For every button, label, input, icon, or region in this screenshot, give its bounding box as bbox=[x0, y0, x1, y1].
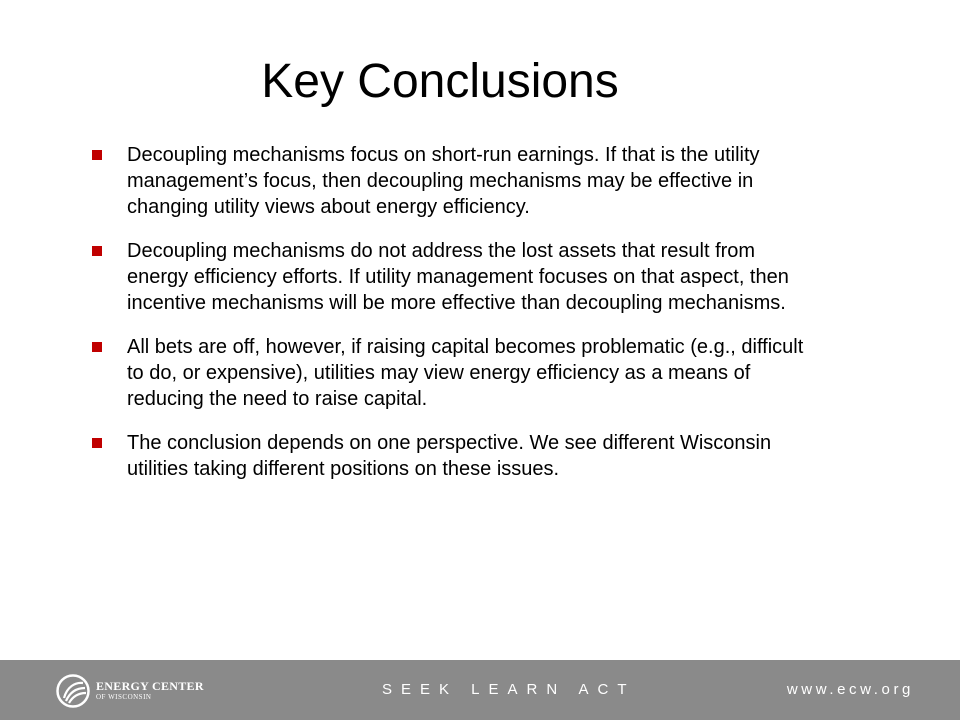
square-bullet-icon bbox=[92, 150, 102, 160]
bullet-text: All bets are off, however, if raising capital becomes problematic (e.g., difficult to do, or expensive), utilities may view energy efficiency as a means of reducing the need to raise capital. bbox=[127, 336, 804, 410]
bullet-text: Decoupling mechanisms do not address the lost assets that result from energy efficiency efforts. If utility management focuses on that aspect, then incentive mechanisms will be more effective than decoupling mechanisms. bbox=[127, 240, 789, 314]
bullet-item bbox=[90, 142, 810, 220]
bullet-item bbox=[90, 430, 810, 482]
bullet-text: Decoupling mechanisms focus on short-run earnings. If that is the utility management’s focus, then decoupling mechanisms may be effective in changing utility views about energy efficiency. bbox=[127, 144, 760, 218]
footer-bar bbox=[0, 660, 960, 720]
bullet-item bbox=[90, 334, 810, 412]
footer-website: www.ecw.org bbox=[786, 681, 914, 698]
bullet-list bbox=[90, 142, 810, 500]
slide-title: Key Conclusions bbox=[261, 55, 619, 108]
energy-center-swirl-logo-icon bbox=[56, 674, 90, 708]
square-bullet-icon bbox=[92, 438, 102, 448]
logo-subtitle: OF WISCONSIN bbox=[96, 693, 152, 701]
square-bullet-icon bbox=[92, 342, 102, 352]
energy-center-logo bbox=[56, 674, 204, 708]
bullet-text: The conclusion depends on one perspective. We see different Wisconsin utilities taking different positions on these issues. bbox=[127, 432, 772, 480]
square-bullet-icon bbox=[92, 246, 102, 256]
logo-name: ENERGY CENTER bbox=[96, 679, 204, 693]
footer-tagline: SEEK LEARN ACT bbox=[382, 681, 636, 698]
logo-wordmark bbox=[96, 680, 204, 702]
bullet-item bbox=[90, 238, 810, 316]
